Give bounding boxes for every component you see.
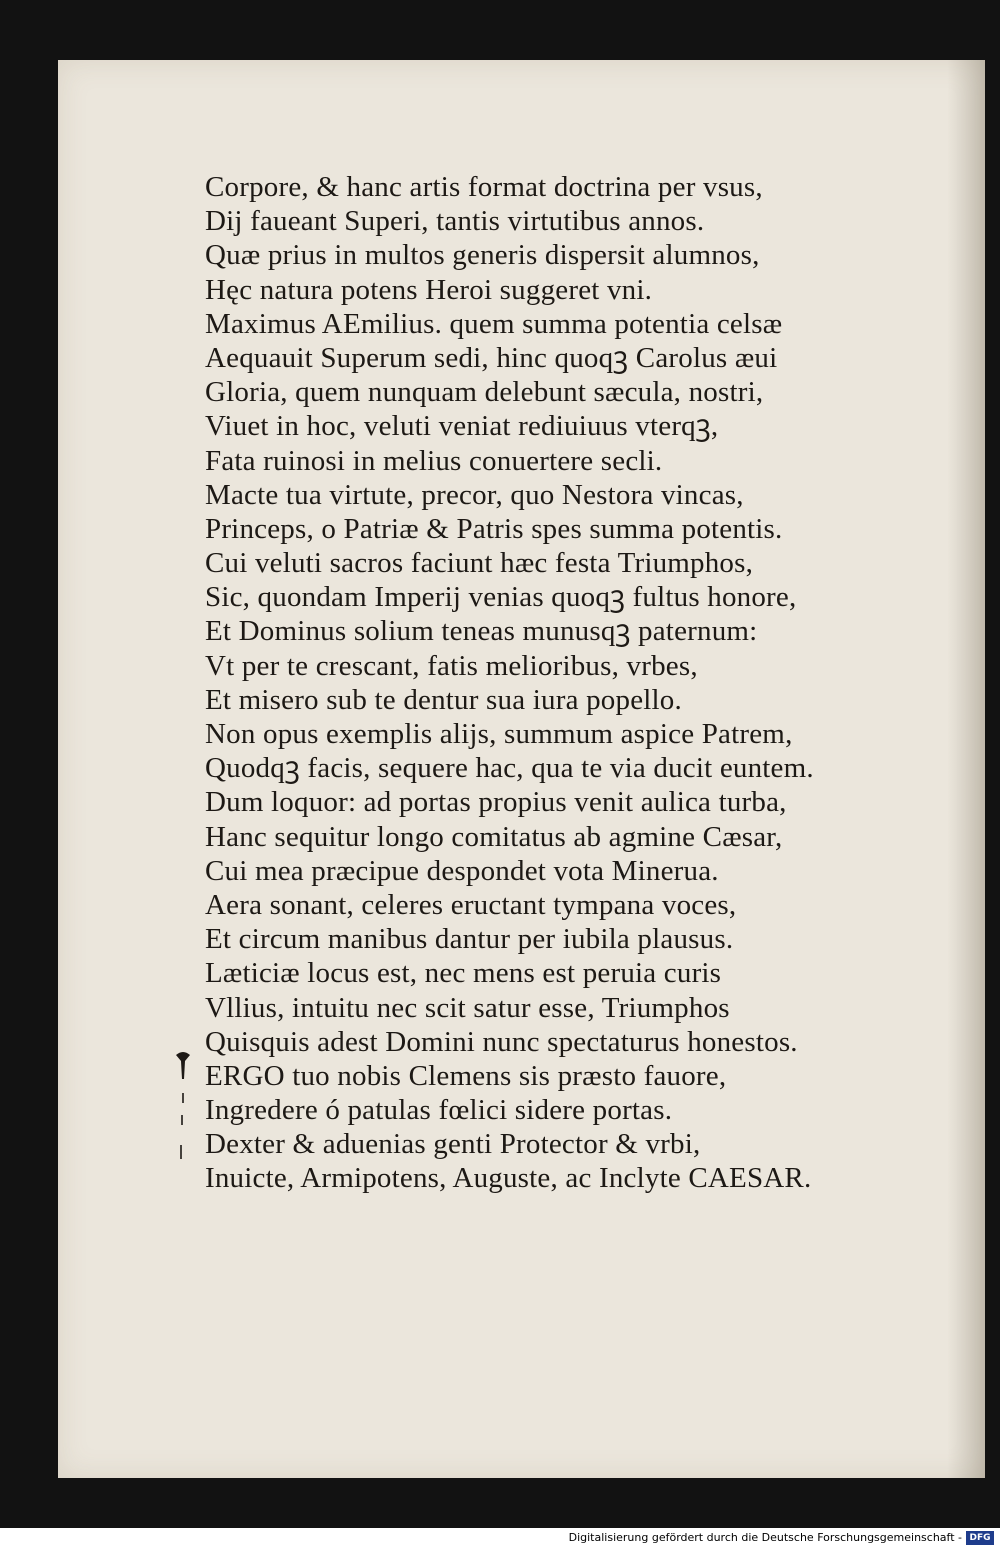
verse-line: Princeps, o Patriæ & Patris spes summa potentis. (205, 512, 783, 545)
dfg-logo: DFG (966, 1531, 994, 1545)
verse-line: Et Dominus solium teneas munusqꝫ paternum: (205, 615, 758, 648)
verse-line: Non opus exemplis alijs, summum aspice Patrem, (205, 718, 793, 750)
funding-credit: Digitalisierung gefördert durch die Deutsche Forschungsgemeinschaft - (568, 1531, 962, 1544)
verse-line: Ingredere ó patulas fœlici sidere portas. (205, 1094, 673, 1127)
verse-line: Dij faueant Superi, tantis virtutibus annos. (205, 205, 705, 238)
verse-line: Quodqꝫ facis, sequere hac, qua te via ducit euntem. (205, 752, 814, 785)
verse-line: Et misero sub te dentur sua iura popello. (205, 683, 682, 716)
verse-line: Cui mea præcipue despondet vota Minerua. (205, 854, 719, 887)
marginal-pointer-mark (172, 1045, 194, 1165)
verse-line: Macte tua virtute, precor, quo Nestora vincas, (205, 478, 744, 511)
verse-line: Quisquis adest Domini nunc spectaturus honestos. (205, 1025, 798, 1058)
verse-line: Et circum manibus dantur per iubila plausus. (205, 923, 734, 956)
verse-line: Quæ prius in multos generis dispersit alumnos, (205, 239, 760, 272)
verse-line: Aera sonant, celeres eructant tympana voces, (205, 888, 737, 921)
verse-line: Dexter & aduenias genti Protector & vrbi, (205, 1128, 701, 1161)
footer-bar (0, 1528, 1000, 1549)
verse-line: Viuet in hoc, veluti veniat rediuiuus vterqꝫ, (205, 410, 719, 443)
verse-line: Corpore, & hanc artis format doctrina per vsus, (205, 171, 763, 203)
verse-line: Vllius, intuitu nec scit satur esse, Triumphos (205, 991, 730, 1024)
verse-line: Maximus AEmilius. quem summa potentia celsæ (205, 307, 783, 340)
verse-line: ERGO tuo nobis Clemens sis præsto fauore, (205, 1059, 727, 1092)
verse-line: Dum loquor: ad portas propius venit aulica turba, (205, 786, 787, 819)
verse-line: Aequauit Superum sedi, hinc quoqꝫ Carolus æui (205, 341, 778, 374)
verse-line: Fata ruinosi in melius conuertere secli. (205, 444, 663, 477)
verse-line: Læticiæ locus est, nec mens est peruia curis (205, 957, 722, 990)
verse-line: Sic, quondam Imperij venias quoqꝫ fultus honore, (205, 581, 797, 614)
verse-line: Gloria, quem nunquam delebunt sæcula, nostri, (205, 376, 764, 409)
verse-line: Hęc natura potens Heroi suggeret vni. (205, 273, 653, 306)
verse-line: Hanc sequitur longo comitatus ab agmine Cæsar, (205, 820, 783, 853)
verse-line: Vt per te crescant, fatis melioribus, vrbes, (205, 649, 698, 682)
verse-text-block (205, 170, 935, 1196)
page-edge-shadow (947, 60, 985, 1478)
verse-line: Inuicte, Armipotens, Auguste, ac Inclyte CAESAR. (205, 1162, 812, 1195)
verse-line: Cui veluti sacros faciunt hæc festa Triumphos, (205, 547, 754, 580)
